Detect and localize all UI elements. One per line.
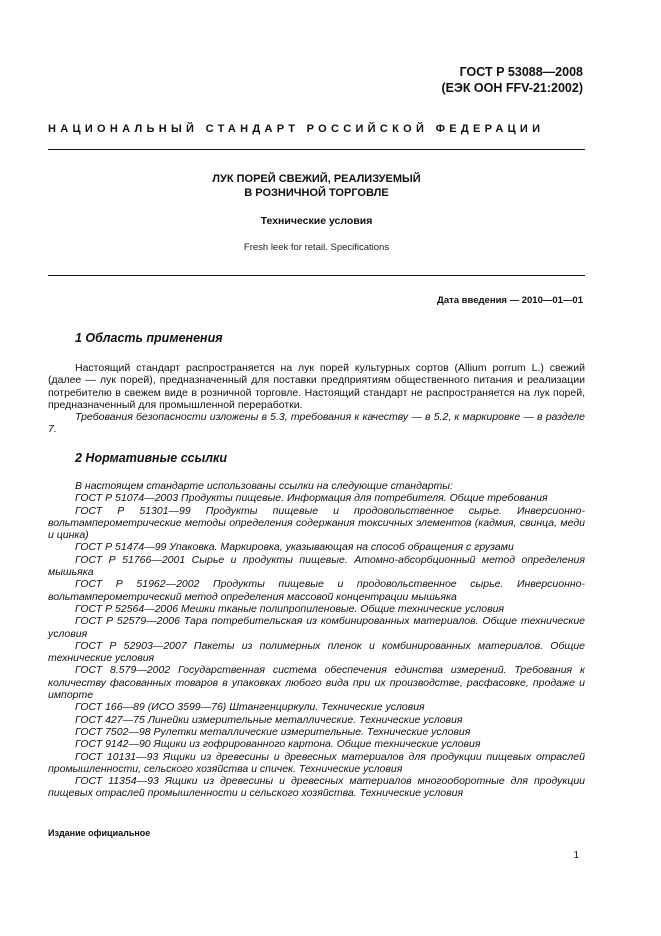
reference-item: ГОСТ 166—89 (ИСО 3599—76) Штангенциркули. Технические условия	[75, 701, 425, 714]
introduction-date: Дата введения — 2010—01—01	[437, 295, 583, 306]
section-1-heading: 1 Область применения	[75, 331, 223, 345]
top-divider	[48, 149, 585, 150]
reference-item: ГОСТ 10131—93 Ящики из древесины и древесных материалов для продукции пищевых отраслей промышленности, сельского хозяйства и спичек. Технические условия	[48, 750, 585, 775]
section-2-heading: 2 Нормативные ссылки	[75, 451, 228, 465]
doc-number: ГОСТ Р 53088—2008	[459, 65, 583, 79]
section-2-intro: В настоящем стандарте использованы ссылки на следующие стандарты:	[75, 480, 453, 492]
reference-item: ГОСТ Р 51301—99 Продукты пищевые и продовольственное сырье. Инверсионно-вольтамперометрические методы определения содержания токсичных элементов (кадмия, свинца, меди и цинка)	[48, 504, 585, 542]
page-number: 1	[573, 850, 579, 861]
reference-item: ГОСТ 8.579—2002 Государственная система обеспечения единства измерений. Требования к количеству фасованных товаров в упаковках любого вида при их производстве, расфасовке, продаже и импорте	[48, 664, 585, 702]
document-title	[48, 172, 585, 200]
title-divider	[48, 275, 585, 276]
reference-item: ГОСТ Р 52564—2006 Мешки тканые полипропиленовые. Общие технические условия	[75, 602, 505, 615]
reference-item: ГОСТ 11354—93 Ящики из древесины и древесных материалов многооборотные для продукции пищевых отраслей промышленности и сельского хозяйства. Технические условия	[48, 775, 585, 800]
section-1-body	[48, 362, 585, 436]
reference-item: ГОСТ Р 51962—2002 Продукты пищевые и продовольственное сырье. Инверсионно-вольтамперометрический метод определения массовой концентрации мышьяка	[48, 578, 585, 603]
doc-equivalent: (ЕЭК ООН FFV-21:2002)	[441, 81, 583, 95]
reference-item: ГОСТ 7502—98 Рулетки металлические измерительные. Технические условия	[75, 725, 471, 738]
reference-item: ГОСТ 9142—90 Ящики из гофрированного картона. Общие технические условия	[75, 738, 481, 751]
section-1-paragraph: Настоящий стандарт распространяется на лук порей культурных сортов (Allium porrum L.) свежий (далее — лук порей), предназначенный для поставки предприятиям общественного питания и реализации потребителю в свежем виде в розничной торговле. Настоящий стандарт не распространяется на лук порей, предназначенный для промышленной переработки.	[48, 362, 585, 411]
reference-item: ГОСТ Р 51074—2003 Продукты пищевые. Информация для потребителя. Общие требования	[75, 492, 548, 505]
reference-item: ГОСТ 427—75 Линейки измерительные металлические. Технические условия	[75, 713, 463, 726]
reference-item: ГОСТ Р 51474—99 Упаковка. Маркировка, указывающая на способ обращения с грузами	[75, 541, 514, 554]
reference-item: ГОСТ Р 52903—2007 Пакеты из полимерных пленок и комбинированных материалов. Общие технические условия	[48, 639, 585, 665]
section-1-paragraph: Требования безопасности изложены в 5.3, требования к качеству — в 5.2, к маркировке — в разделе 7.	[48, 411, 585, 436]
reference-item: ГОСТ Р 52579—2006 Тара потребительская из комбинированных материалов. Общие технические условия	[48, 615, 585, 640]
document-identifier	[441, 64, 583, 96]
national-standard-banner: НАЦИОНАЛЬНЫЙ СТАНДАРТ РОССИЙСКОЙ ФЕДЕРАЦИИ	[48, 123, 545, 135]
section-2-body	[48, 480, 585, 800]
reference-item: ГОСТ Р 51766—2001 Сырье и продукты пищевые. Атомно-абсорбционный метод определения мышьяка	[48, 553, 585, 579]
english-title: Fresh leek for retail. Specifications	[243, 242, 390, 253]
document-subtitle: Технические условия	[260, 215, 373, 227]
title-line-2: В РОЗНИЧНОЙ ТОРГОВЛЕ	[244, 187, 389, 199]
title-line-1: ЛУК ПОРЕЙ СВЕЖИЙ, РЕАЛИЗУЕМЫЙ	[212, 173, 421, 185]
official-edition-label: Издание официальное	[48, 828, 151, 838]
